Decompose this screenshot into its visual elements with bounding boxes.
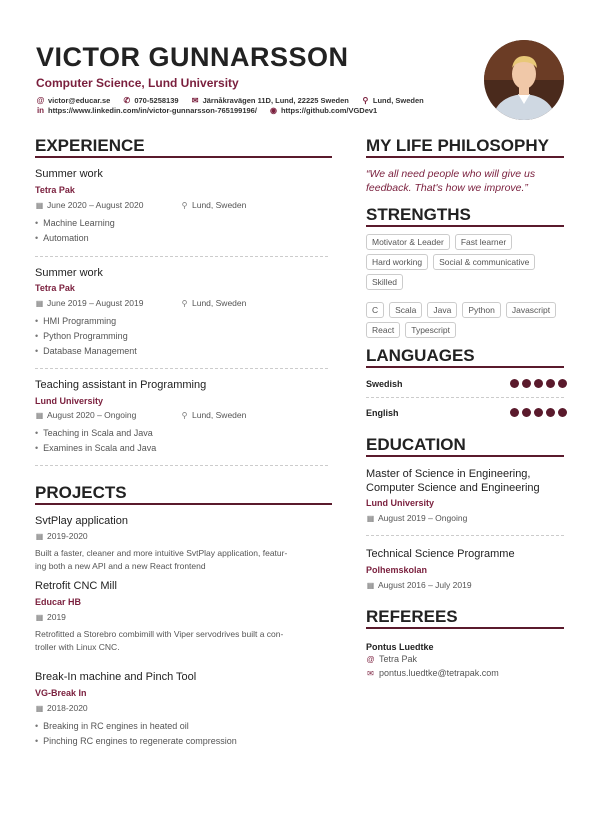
skill-tag: Fast learner — [455, 234, 512, 250]
job-title: Summer work — [35, 168, 103, 180]
education-rule — [366, 455, 564, 457]
job-org: Lund University — [35, 396, 104, 406]
skill-tag: React — [366, 322, 400, 338]
skill-tag: Javascript — [506, 302, 556, 318]
at-icon: @ — [36, 96, 45, 105]
rating-dot — [534, 379, 543, 388]
referee-company: Tetra Pak — [379, 654, 418, 664]
skill-tag: Hard working — [366, 254, 428, 270]
project-org: VG-Break In — [35, 688, 87, 698]
map-marker-icon: ⚲ — [181, 410, 188, 420]
divider — [35, 465, 328, 466]
project-bullet: • Pinching RC engines to regenerate compression — [35, 736, 237, 746]
tech-skill-tags — [366, 302, 566, 338]
job-dates: June 2020 – August 2020 — [47, 200, 144, 210]
envelope-icon: ✉ — [191, 96, 199, 105]
candidate-subtitle: Computer Science, Lund University — [36, 76, 239, 90]
job-title: Teaching assistant in Programming — [35, 379, 207, 391]
phone-icon: ✆ — [123, 96, 131, 105]
at-icon: @ — [366, 654, 375, 664]
project-bullet: • Breaking in RC engines in heated oil — [35, 721, 189, 731]
job-bullet: • HMI Programming — [35, 316, 116, 326]
project-title: SvtPlay application — [35, 515, 128, 527]
map-marker-icon: ⚲ — [181, 298, 188, 308]
experience-rule — [35, 156, 332, 158]
github-icon: ◉ — [269, 106, 277, 115]
rating-dot — [546, 379, 555, 388]
profile-photo — [484, 40, 564, 120]
divider — [35, 368, 328, 369]
project-dates: 2019-2020 — [47, 531, 88, 541]
skill-tag: Motivator & Leader — [366, 234, 450, 250]
phone-text: 070-5258139 — [134, 96, 179, 105]
job-org: Tetra Pak — [35, 185, 75, 195]
calendar-icon: ▦ — [35, 200, 44, 210]
education-dates: August 2016 – July 2019 — [378, 580, 472, 590]
email-link[interactable]: victor@educar.se — [48, 96, 111, 105]
rating-dot — [510, 379, 519, 388]
skill-tag: Scala — [389, 302, 422, 318]
project-description: Retrofitted a Storebro combimill with Viper servodrives built a con- troller with Linux CNC. — [35, 629, 284, 652]
language-rating — [510, 379, 567, 388]
degree-title: Master of Science in Engineering, Computer Science and Engineering — [366, 468, 540, 494]
languages-heading: LANGUAGES — [366, 346, 475, 365]
calendar-icon: ▦ — [35, 298, 44, 308]
linkedin-link[interactable]: https://www.linkedin.com/in/victor-gunnarsson-765199196/ — [48, 106, 257, 115]
degree-title: Technical Science Programme — [366, 548, 515, 560]
job-org: Tetra Pak — [35, 283, 75, 293]
education-dates: August 2019 – Ongoing — [378, 513, 468, 523]
contact-row-1 — [36, 96, 424, 105]
map-marker-icon: ⚲ — [362, 96, 369, 105]
job-dates: August 2020 – Ongoing — [47, 410, 137, 420]
skill-tag: Social & communicative — [433, 254, 535, 270]
divider — [366, 535, 564, 536]
philosophy-quote: “We all need people who will give us feedback. That's how we improve.” — [366, 168, 536, 194]
calendar-icon: ▦ — [35, 612, 44, 622]
calendar-icon: ▦ — [35, 410, 44, 420]
job-bullet: • Examines in Scala and Java — [35, 443, 156, 453]
job-bullet: • Machine Learning — [35, 218, 115, 228]
skill-tag: Typescript — [405, 322, 456, 338]
school-name: Lund University — [366, 498, 435, 508]
skill-tag: Python — [462, 302, 500, 318]
job-bullet: • Database Management — [35, 346, 137, 356]
skill-tag: Skilled — [366, 274, 403, 290]
project-description: Built a faster, cleaner and more intuitive SvtPlay application, featur- ing both a new API and a new React frontend — [35, 548, 288, 571]
location-text: Lund, Sweden — [372, 96, 424, 105]
project-title: Break-In machine and Pinch Tool — [35, 671, 197, 683]
language-name: Swedish — [366, 379, 403, 389]
languages-rule — [366, 366, 564, 368]
referees-rule — [366, 627, 564, 629]
github-link[interactable]: https://github.com/VGDev1 — [280, 106, 378, 115]
calendar-icon: ▦ — [35, 531, 44, 541]
rating-dot — [558, 379, 567, 388]
job-bullet: • Teaching in Scala and Java — [35, 428, 153, 438]
rating-dot — [522, 379, 531, 388]
rating-dot — [558, 408, 567, 417]
experience-heading: EXPERIENCE — [35, 136, 145, 155]
address-text: Järnåkravägen 11D, Lund, 22225 Sweden — [202, 96, 349, 105]
rating-dot — [546, 408, 555, 417]
divider — [366, 397, 564, 398]
language-name: English — [366, 408, 399, 418]
job-bullet: • Python Programming — [35, 331, 128, 341]
job-bullet: • Automation — [35, 233, 89, 243]
rating-dot — [510, 408, 519, 417]
project-title: Retrofit CNC Mill — [35, 580, 117, 592]
strengths-rule — [366, 225, 564, 227]
skill-tag: C — [366, 302, 384, 318]
project-dates: 2019 — [47, 612, 66, 622]
job-location: Lund, Sweden — [192, 298, 247, 308]
philosophy-rule — [366, 156, 564, 158]
envelope-icon: ✉ — [367, 668, 374, 678]
project-dates: 2018-2020 — [47, 703, 88, 713]
linkedin-icon: in — [36, 106, 45, 115]
rating-dot — [534, 408, 543, 417]
candidate-name: VICTOR GUNNARSSON — [36, 42, 349, 72]
school-name: Polhemskolan — [366, 565, 428, 575]
calendar-icon: ▦ — [366, 580, 375, 590]
job-dates: June 2019 – August 2019 — [47, 298, 144, 308]
job-location: Lund, Sweden — [192, 200, 247, 210]
referee-email[interactable]: pontus.luedtke@tetrapak.com — [379, 668, 499, 678]
philosophy-heading: MY LIFE PHILOSOPHY — [366, 136, 549, 155]
rating-dot — [522, 408, 531, 417]
referees-heading: REFEREES — [366, 607, 458, 626]
job-title: Summer work — [35, 267, 103, 279]
calendar-icon: ▦ — [366, 513, 375, 523]
project-org: Educar HB — [35, 597, 82, 607]
projects-rule — [35, 503, 332, 505]
calendar-icon: ▦ — [35, 703, 44, 713]
contact-row-2 — [36, 106, 377, 115]
job-location: Lund, Sweden — [192, 410, 247, 420]
education-heading: EDUCATION — [366, 435, 466, 454]
skill-tag: Java — [427, 302, 457, 318]
soft-skill-tags — [366, 234, 566, 290]
strengths-heading: STRENGTHS — [366, 205, 471, 224]
referee-name: Pontus Luedtke — [366, 642, 434, 652]
language-rating — [510, 408, 567, 417]
map-marker-icon: ⚲ — [181, 200, 188, 210]
projects-heading: PROJECTS — [35, 483, 127, 502]
divider — [35, 256, 328, 257]
